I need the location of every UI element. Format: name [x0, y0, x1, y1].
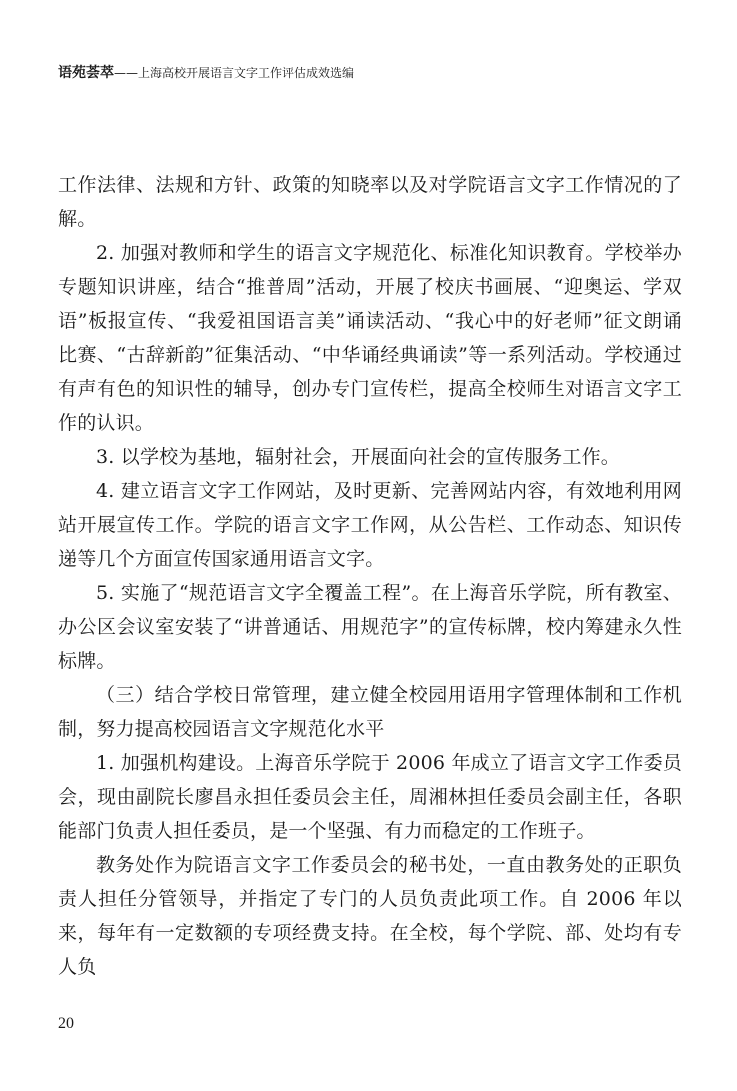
paragraph: 2. 加强对教师和学生的语言文字规范化、标准化知识教育。学校举办专题知识讲座，结合“推普周”活动，开展了校庆书画展、“迎奥运、学双语”板报宣传、“我爱祖国语言美”诵读活动、“我心中的好老师”征文朗诵比赛、“古辞新韵”征集活动、“中华诵经典诵读”等一系列活动。学校通过有声有色的知识性的辅导，创办专门宣传栏，提高全校师生对语言文字工作的认识。 [58, 242, 682, 434]
page-number: 20 [58, 1015, 74, 1032]
series-title: 语苑荟萃 [58, 65, 114, 81]
paragraph: 1. 加强机构建设。上海音乐学院于 2006 年成立了语言文字工作委员会，现由副院长廖昌永担任委员会主任，周湘林担任委员会副主任，各职能部门负责人担任委员，是一个坚强、有力而稳定的工作班子。 [58, 752, 682, 842]
header-dash: —— [114, 66, 138, 80]
paragraph: 3. 以学校为基地，辐射社会，开展面向社会的宣传服务工作。 [96, 446, 620, 468]
paragraph: 4. 建立语言文字工作网站，及时更新、完善网站内容，有效地利用网站开展宣传工作。学院的语言文字工作网，从公告栏、工作动态、知识传递等几个方面宣传国家通用语言文字。 [58, 480, 682, 570]
section-heading: （三）结合学校日常管理，建立健全校园用语用字管理体制和工作机制，努力提高校园语言文字规范化水平 [58, 684, 682, 740]
paragraph: 教务处作为院语言文字工作委员会的秘书处，一直由教务处的正职负责人担任分管领导，并指定了专门的人员负责此项工作。自 2006 年以来，每年有一定数额的专项经费支持。在全校，每个学院、部、处均有专人负 [58, 854, 682, 978]
paragraph: 工作法律、法规和方针、政策的知晓率以及对学院语言文字工作情况的了解。 [58, 174, 682, 230]
book-subtitle: 上海高校开展语言文字工作评估成效选编 [138, 66, 355, 80]
body-text [58, 168, 682, 984]
running-header [58, 64, 354, 83]
paragraph: 5. 实施了“规范语言文字全覆盖工程”。在上海音乐学院，所有教室、办公区会议室安装了“讲普通话、用规范字”的宣传标牌，校内筹建永久性标牌。 [58, 582, 682, 672]
